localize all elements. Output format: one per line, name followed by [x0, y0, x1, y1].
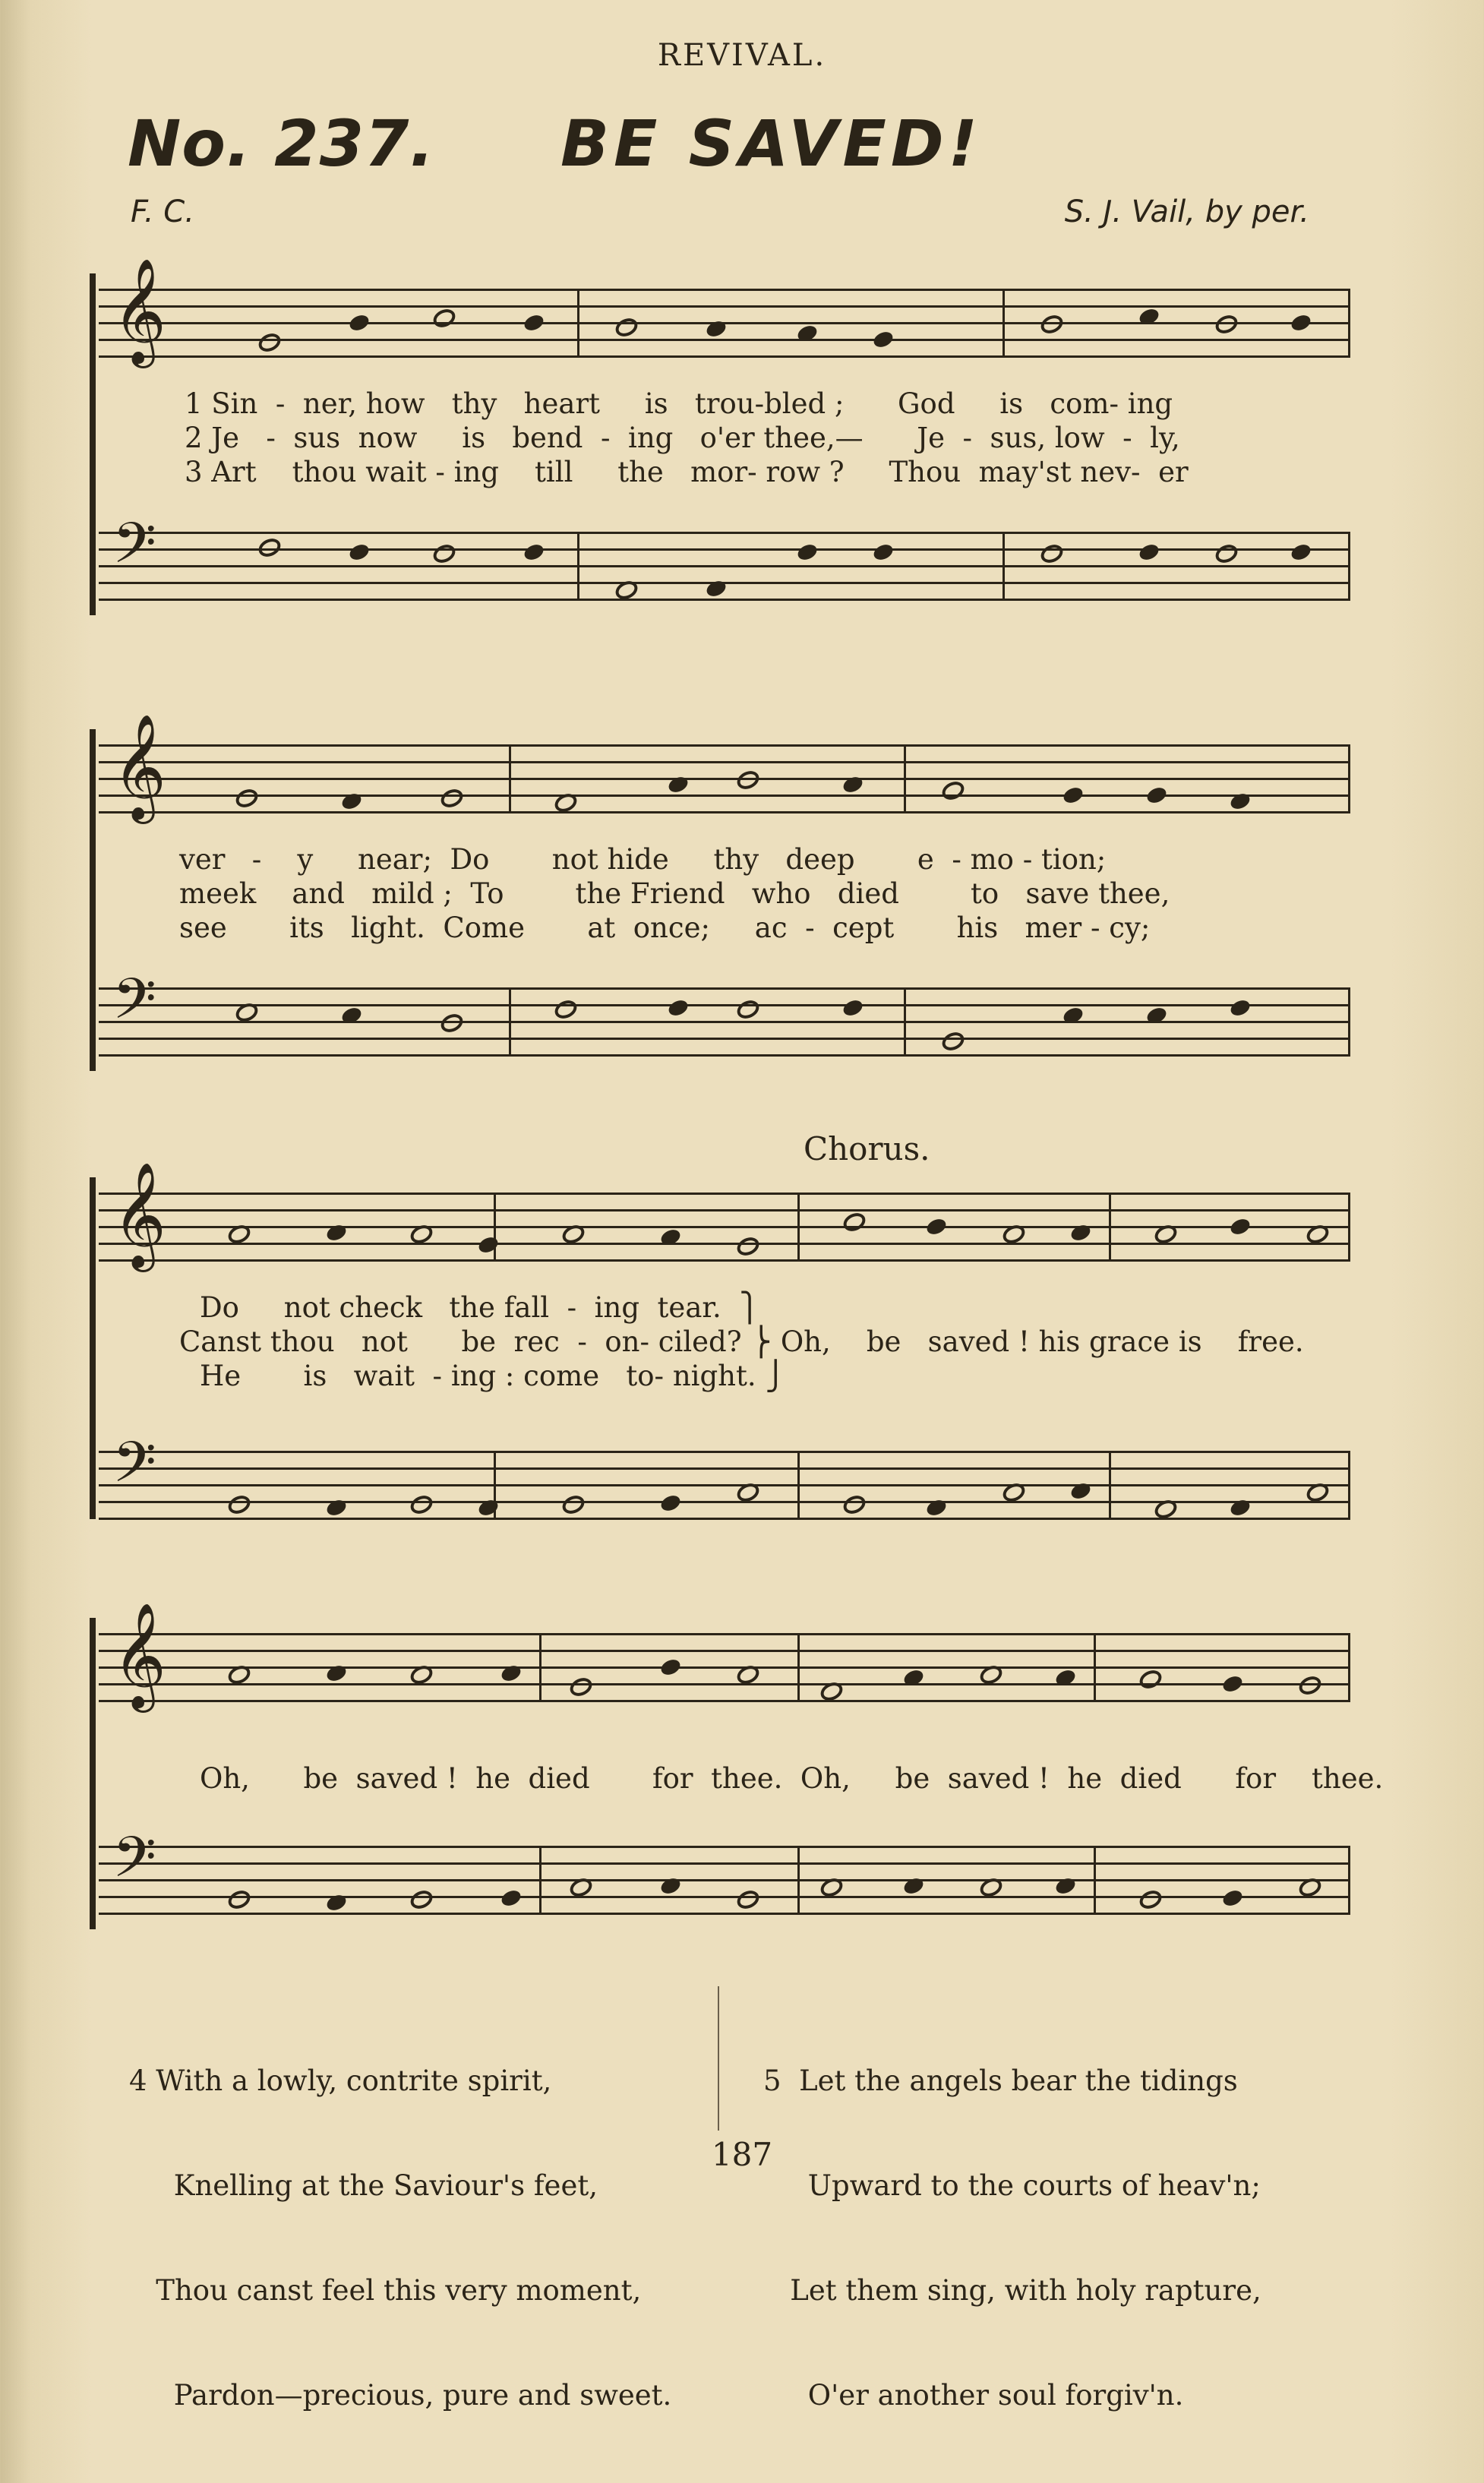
verse-line: 5 Let the angels bear the tidings	[763, 2064, 1238, 2097]
treble-clef-icon: 𝄞	[112, 714, 166, 820]
lyric-line: Do not check the fall - ing tear. ⎫	[200, 1291, 761, 1324]
page-number: 187	[711, 2136, 773, 2173]
hymn-title: BE SAVED!	[560, 106, 982, 181]
bass-clef-icon: 𝄢	[112, 966, 156, 1046]
lyric-line: see its light. Come at once; ac - cept his mer - cy;	[179, 911, 1151, 944]
bass-staff	[99, 1846, 1350, 1914]
lyric-line: Canst thou not be rec - on- ciled? ⎬ Oh, be saved ! his grace is free.	[179, 1325, 1304, 1358]
treble-staff	[99, 1193, 1350, 1261]
verse-5	[763, 1994, 1261, 2483]
hymn-number: No. 237.	[128, 106, 435, 181]
lyric-line: meek and mild ; To the Friend who died to save thee,	[179, 877, 1170, 910]
bass-clef-icon: 𝄢	[112, 510, 156, 590]
verse-line: Thou canst feel this very moment,	[129, 2274, 642, 2307]
lyric-line: He is wait - ing : come to- night. ⎭	[200, 1360, 787, 1392]
bass-staff	[99, 987, 1350, 1056]
lyric-line: Oh, be saved ! he died for thee. Oh, be saved ! he died for thee.	[200, 1762, 1384, 1795]
lyric-line: 2 Je - sus now is bend - ing o'er thee,— Je - sus, low - ly,	[185, 422, 1180, 454]
verse-line: O'er another soul forgiv'n.	[763, 2379, 1184, 2412]
verse-line: Let them sing, with holy rapture,	[763, 2274, 1261, 2307]
music-system-4	[90, 1603, 1384, 1937]
verse-divider	[718, 1986, 719, 2131]
verse-line: Pardon—precious, pure and sweet.	[129, 2379, 672, 2412]
treble-clef-icon: 𝄞	[112, 1603, 166, 1708]
category-heading: REVIVAL.	[657, 38, 827, 73]
lyric-line: 1 Sin - ner, how thy heart is trou-bled ; God is com- ing	[185, 387, 1173, 420]
verse-4	[129, 1994, 671, 2483]
lyricist-credit: F. C.	[131, 194, 194, 229]
bass-staff	[99, 532, 1350, 600]
system-brace	[90, 1177, 96, 1519]
system-brace	[90, 1618, 96, 1929]
verse-line: 4 With a lowly, contrite spirit,	[129, 2064, 552, 2097]
lyric-line: 3 Art thou wait - ing till the mor- row ? Thou may'st nev- er	[185, 456, 1189, 488]
bass-clef-icon: 𝄢	[112, 1824, 156, 1904]
chorus-label: Chorus.	[804, 1130, 930, 1167]
music-system-2	[90, 714, 1350, 1079]
treble-staff	[99, 289, 1350, 357]
music-system-3	[90, 1130, 1350, 1534]
treble-staff	[99, 1633, 1350, 1701]
treble-clef-icon: 𝄞	[112, 258, 166, 364]
verse-line: Knelling at the Saviour's feet,	[129, 2169, 598, 2202]
treble-clef-icon: 𝄞	[112, 1162, 166, 1268]
lyric-line: ver - y near; Do not hide thy deep e - mo - tion;	[179, 843, 1107, 876]
music-system-1	[90, 258, 1350, 623]
bass-staff	[99, 1451, 1350, 1519]
verse-line: Upward to the courts of heav'n;	[763, 2169, 1261, 2202]
composer-credit: S. J. Vail, by per.	[1064, 194, 1309, 229]
treble-staff	[99, 744, 1350, 813]
system-brace	[90, 729, 96, 1071]
system-brace	[90, 273, 96, 615]
bass-clef-icon: 𝄢	[112, 1429, 156, 1509]
